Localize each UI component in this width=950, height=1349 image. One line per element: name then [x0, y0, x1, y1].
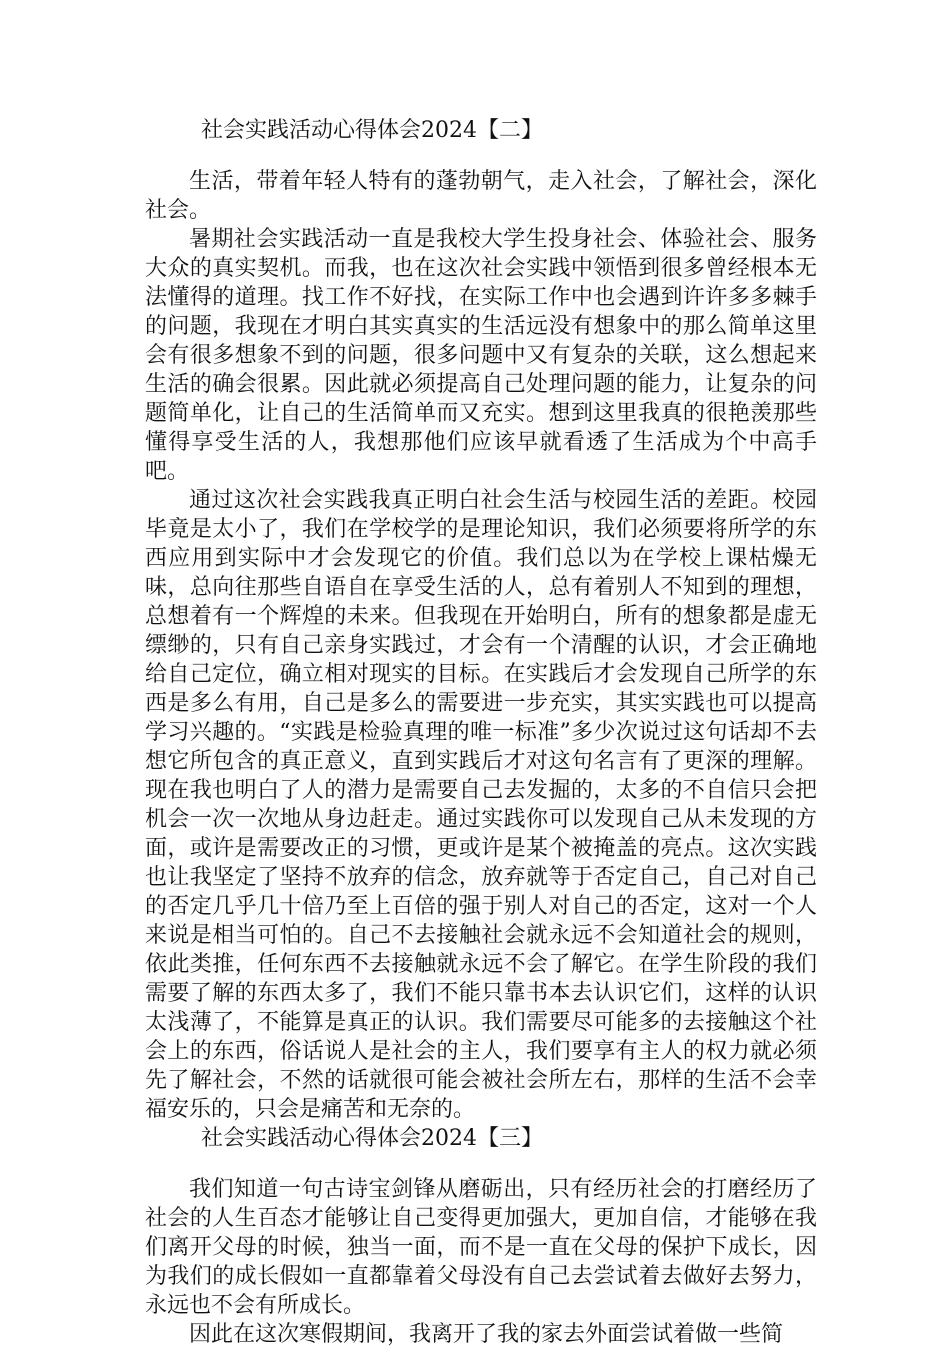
section-heading: 社会实践活动心得体会2024【二】: [201, 118, 543, 143]
section-heading: 社会实践活动心得体会2024【三】: [201, 1126, 543, 1151]
paragraph: 我们知道一句古诗宝剑锋从磨砺出，只有经历社会的打磨经历了社会的人生百态才能够让自己变得更加强大，更加自信，才能够在我们离开父母的时候，独当一面，而不是一直在父母的保护下成长，因为我们的成长假如一直都靠着父母没有自己去尝试着去做好去努力，永远也不会有所成长。: [145, 1177, 817, 1318]
paragraph: 生活，带着年轻人特有的蓬勃朝气，走入社会，了解社会，深化社会。: [145, 169, 817, 223]
paragraph: 暑期社会实践活动一直是我校大学生投身社会、体验社会、服务大众的真实契机。而我，也在这次社会实践中领悟到很多曾经根本无法懂得的道理。找工作不好找，在实际工作中也会遇到许许多多棘手的问题，我现在才明白其实真实的生活远没有想象中的那么简单这里会有很多想象不到的问题，很多问题中又有复杂的关联，这么想起来生活的确会很累。因此就必须提高自己处理问题的能力，让复杂的问题简单化，让自己的生活简单而又充实。想到这里我真的很艳羡那些懂得享受生活的人，我想那他们应该早就看透了生活成为个中高手吧。: [145, 227, 817, 484]
section-2: [145, 116, 817, 1124]
paragraph: 因此在这次寒假期间，我离开了我的家去外面尝试着做一些简: [189, 1322, 784, 1347]
section-3: [145, 1124, 817, 1349]
paragraph: 通过这次社会实践我真正明白社会生活与校园生活的差距。校园毕竟是太小了，我们在学校学的是理论知识，我们必须要将所学的东西应用到实际中才会发现它的价值。我们总以为在学校上课枯燥无味，总向往那些自语自在享受生活的人，总有着别人不知到的理想，总想着有一个辉煌的未来。但我现在开始明白，所有的想象都是虚无缥缈的，只有自己亲身实践过，才会有一个清醒的认识，才会正确地给自己定位，确立相对现实的目标。在实践后才会发现自己所学的东西是多么有用，自己是多么的需要进一步充实，其实实践也可以提高学习兴趣的。“实践是检验真理的唯一标准”多少次说过这句话却不去想它所包含的真正意义，直到实践后才对这句名言有了更深的理解。现在我也明白了人的潜力是需要自己去发掘的，太多的不自信只会把机会一次一次地从身边赶走。通过实践你可以发现自己从未发现的方面，或许是需要改正的习惯，更或许是某个被掩盖的亮点。这次实践也让我坚定了坚持不放弃的信念，放弃就等于否定自己，自己对自己的否定几乎几十倍乃至上百倍的强于别人对自己的否定，这对一个人来说是相当可怕的。自己不去接触社会就永远不会知道社会的规则，依此类推，任何东西不去接触就永远不会了解它。在学生阶段的我们需要了解的东西太多了，我们不能只靠书本去认识它们，这样的认识太浅薄了，不能算是真正的认识。我们需要尽可能多的去接触这个社会上的东西，俗话说人是社会的主人，我们要享有主人的权力就必须先了解社会，不然的话就很可能会被社会所左右，那样的生活不会幸福安乐的，只会是痛苦和无奈的。: [145, 488, 817, 1122]
document-page: [145, 116, 817, 1349]
